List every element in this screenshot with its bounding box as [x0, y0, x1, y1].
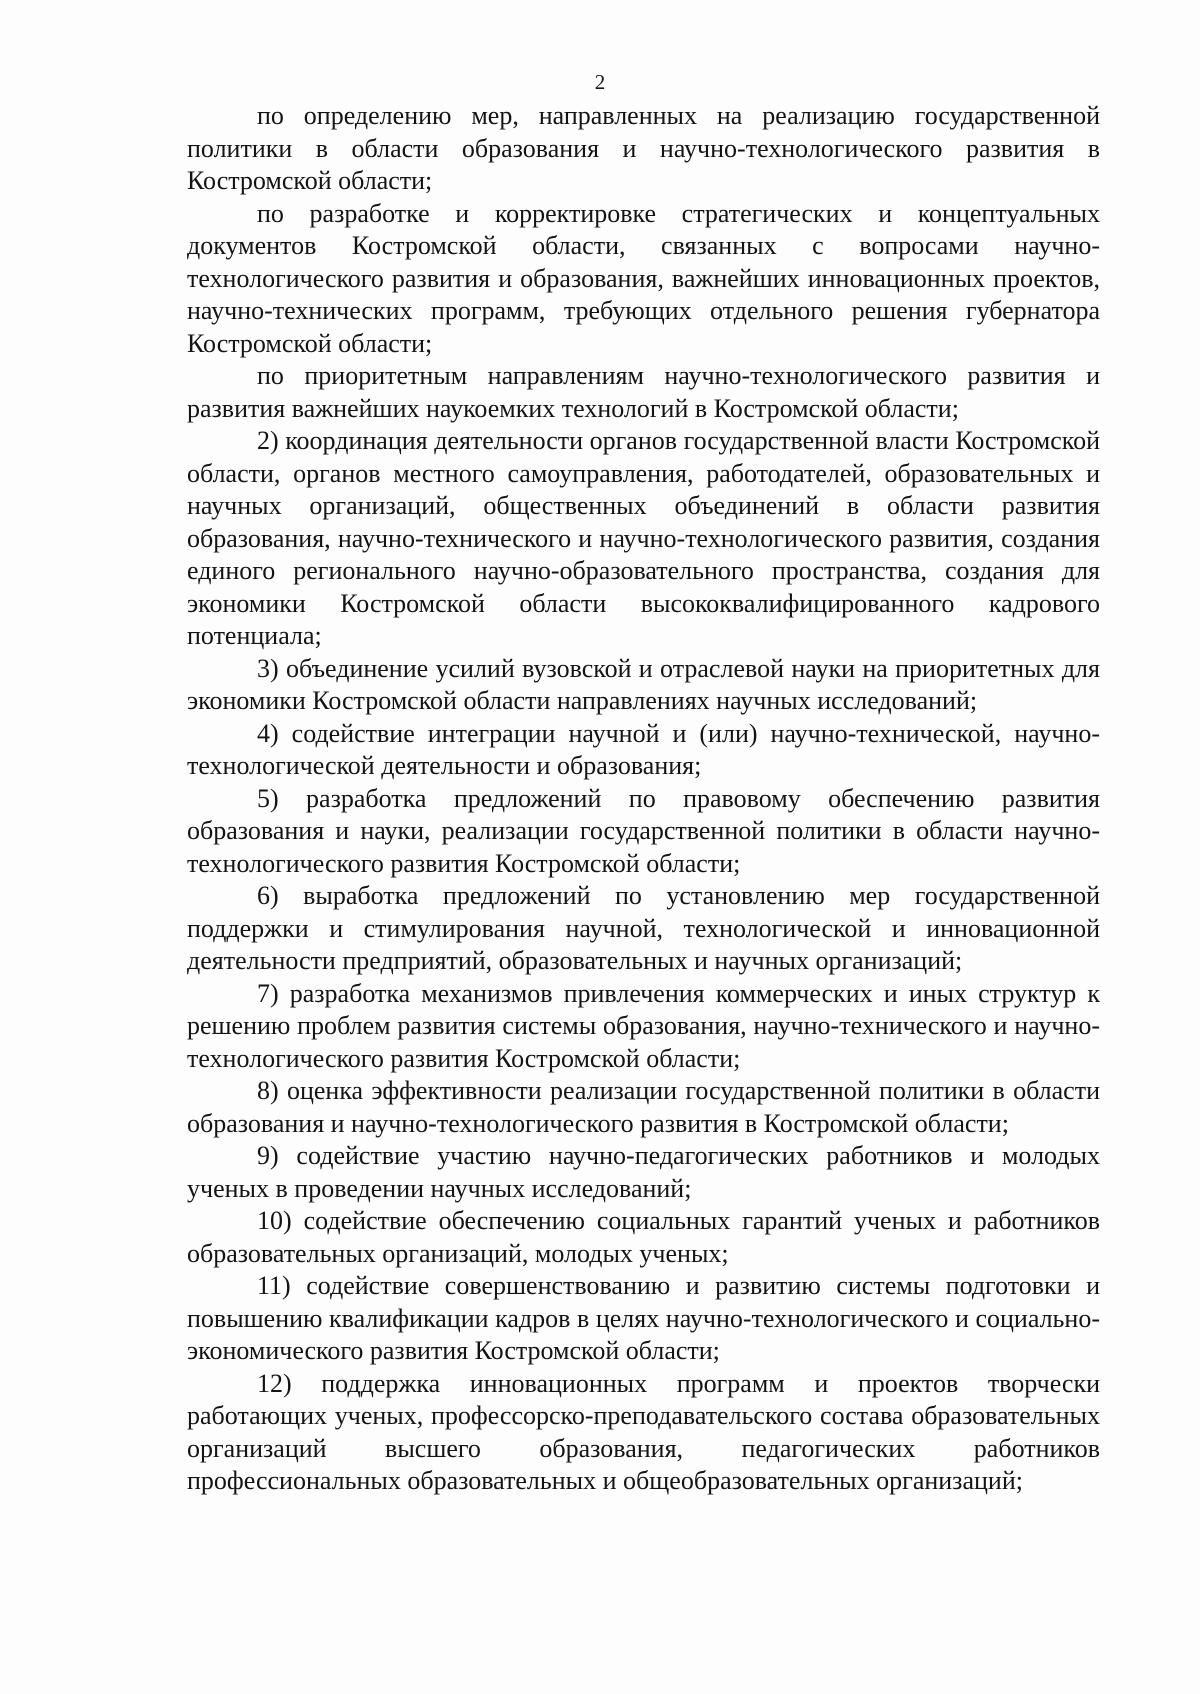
paragraph: 9) содействие участию научно-педагогических работников и молодых ученых в проведении научных исследований; [187, 1141, 1100, 1203]
paragraph: 3) объединение усилий вузовской и отраслевой науки на приоритетных для экономики Костромской области направлениях научных исследований; [187, 653, 1100, 715]
paragraph: по определению мер, направленных на реализацию государственной политики в области образования и научно-технологического развития в Костромской области; [187, 101, 1100, 195]
paragraph: 2) координация деятельности органов государственной власти Костромской области, органов местного самоуправления, работодателей, образовательных и научных организаций, общественных объединений в области развития образования, научно-технического и научно-технологического развития, создания единого регионального научно-образовательного пространства, создания для экономики Костромской области высококвалифицированного кадрового потенциала; [187, 426, 1100, 650]
paragraph: 7) разработка механизмов привлечения коммерческих и иных структур к решению проблем развития системы образования, научно-технического и научно-технологического развития Костромской области; [187, 978, 1100, 1073]
paragraph: 4) содействие интеграции научной и (или) научно-технической, научно-технологической деятельности и образования; [187, 718, 1100, 780]
document-body [187, 100, 1100, 1498]
paragraph: 6) выработка предложений по установлению мер государственной поддержки и стимулирования научной, технологической и инновационной деятельности предприятий, образовательных и научных организаций; [187, 881, 1100, 975]
paragraph: 10) содействие обеспечению социальных гарантий ученых и работников образовательных организаций, молодых ученых; [187, 1206, 1100, 1268]
paragraph: 12) поддержка инновационных программ и проектов творчески работающих ученых, профессорско-преподавательского состава образовательных организаций высшего образования, педагогических работников профессиональных образовательных и общеобразовательных организаций; [187, 1368, 1100, 1495]
paragraph: по разработке и корректировке стратегических и концептуальных документов Костромской области, связанных с вопросами научно-технологического развития и образования, важнейших инновационных проектов, научно-технических программ, требующих отдельного решения губернатора Костромской области; [187, 198, 1100, 358]
paragraph: 8) оценка эффективности реализации государственной политики в области образования и научно-технологического развития в Костромской области; [187, 1076, 1100, 1138]
paragraph: по приоритетным направлениям научно-технологического развития и развития важнейших наукоемких технологий в Костромской области; [187, 361, 1100, 423]
page-number: 2 [594, 70, 606, 94]
paragraph: 5) разработка предложений по правовому обеспечению развития образования и науки, реализации государственной политики в области научно-технологического развития Костромской области; [187, 783, 1100, 878]
paragraph: 11) содействие совершенствованию и развитию системы подготовки и повышению квалификации кадров в целях научно-технологического и социально-экономического развития Костромской области; [187, 1271, 1100, 1365]
